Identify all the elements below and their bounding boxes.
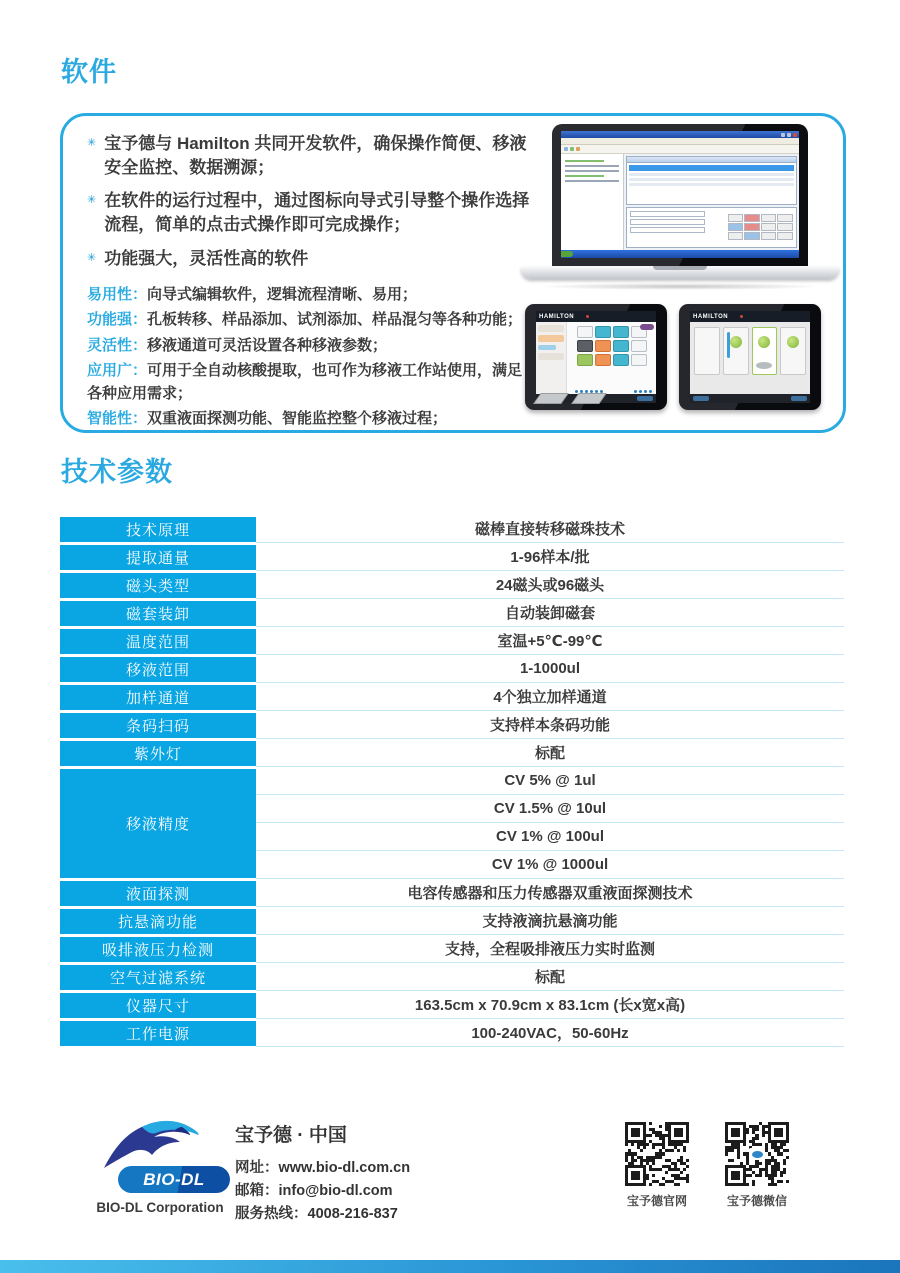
spec-value-cell: 4个独立加样通道 bbox=[256, 683, 844, 711]
spec-table-row bbox=[60, 963, 844, 991]
spec-value-cell: 磁棒直接转移磁珠技术 bbox=[256, 515, 844, 543]
spec-value-cell: CV 1% @ 100ul bbox=[256, 823, 844, 851]
spec-table-row bbox=[60, 767, 844, 879]
spec-label-cell: 技术原理 bbox=[60, 517, 256, 542]
spec-label-cell: 条码扫码 bbox=[60, 713, 256, 738]
spec-value-cell: 标配 bbox=[256, 739, 844, 767]
feature-line bbox=[87, 284, 535, 307]
spec-value-cell: 标配 bbox=[256, 963, 844, 991]
spec-table-row bbox=[60, 1019, 844, 1047]
footer-contact-lines bbox=[235, 1157, 410, 1226]
bullet-text: 宝予德与 Hamilton 共同开发软件，确保操作简便、移液安全监控、数据溯源； bbox=[104, 134, 527, 178]
app-form-panel bbox=[626, 207, 797, 248]
app-tree-panel bbox=[561, 154, 624, 250]
bullet-item bbox=[87, 132, 535, 180]
dolphin-logo-icon bbox=[98, 1118, 222, 1170]
laptop-screen bbox=[552, 124, 808, 266]
qr-caption: 宝予德微信 bbox=[726, 1194, 787, 1208]
contact-line bbox=[235, 1203, 410, 1226]
spec-label-cell: 温度范围 bbox=[60, 629, 256, 654]
feature-text: 移液通道可灵活设置各种移液参数； bbox=[147, 336, 388, 354]
tablet-app-header bbox=[536, 311, 656, 322]
bullet-text: 功能强大，灵活性高的软件 bbox=[104, 248, 309, 268]
status-dot-icon bbox=[740, 315, 743, 318]
spec-value-group bbox=[256, 991, 844, 1019]
spec-label-cell: 工作电源 bbox=[60, 1021, 256, 1046]
spec-value-cell: 1-1000ul bbox=[256, 655, 844, 683]
wizard-steps-view bbox=[690, 322, 810, 394]
tablet-sidebar bbox=[536, 322, 567, 394]
tablet-footer-bar bbox=[690, 394, 810, 403]
feature-text: 孔板转移、样品添加、试剂添加、样品混匀等各种功能； bbox=[147, 311, 523, 329]
feature-label: 功能强： bbox=[87, 311, 148, 329]
contact-value: 4008-216-837 bbox=[307, 1205, 398, 1222]
software-text-column bbox=[87, 132, 535, 434]
spec-value-group bbox=[256, 879, 844, 907]
hamilton-logo-text: HAMILTON bbox=[693, 313, 729, 320]
laptop-software-screenshot bbox=[521, 124, 839, 302]
spec-table-row bbox=[60, 683, 844, 711]
spec-value-group bbox=[256, 515, 844, 543]
feature-label: 易用性： bbox=[87, 285, 148, 303]
tablet-app-header bbox=[690, 311, 810, 322]
asterisk-bullet-icon: ✳ bbox=[87, 251, 97, 264]
deck-layout-view bbox=[567, 322, 656, 394]
spec-label-cell: 吸排液压力检测 bbox=[60, 937, 256, 962]
contact-block bbox=[235, 1120, 410, 1226]
spec-value-group bbox=[256, 571, 844, 599]
qr-code-image bbox=[625, 1122, 689, 1186]
spec-value-group bbox=[256, 907, 844, 935]
bullet-text: 在软件的运行过程中，通过图标向导式引导整个操作选择流程，简单的点击式操作即可完成操作； bbox=[104, 191, 530, 235]
spec-table-row bbox=[60, 739, 844, 767]
app-toolbar bbox=[561, 145, 799, 154]
software-app-window bbox=[561, 131, 799, 258]
feature-line bbox=[87, 335, 535, 358]
app-title-bar bbox=[561, 131, 799, 138]
app-menu-bar bbox=[561, 138, 799, 145]
spec-value-cell: CV 5% @ 1ul bbox=[256, 767, 844, 795]
spec-value-group bbox=[256, 935, 844, 963]
contact-line bbox=[235, 1157, 410, 1180]
spec-table-row bbox=[60, 655, 844, 683]
spec-label-cell: 液面探测 bbox=[60, 881, 256, 906]
contact-label: 网址： bbox=[235, 1160, 279, 1176]
page-footer bbox=[85, 1118, 845, 1234]
company-name: 宝予德 · 中国 bbox=[235, 1125, 347, 1146]
feature-text: 可用于全自动核酸提取，也可作为移液工作站使用，满足各种应用需求； bbox=[87, 362, 523, 402]
spec-value-group bbox=[256, 711, 844, 739]
spec-label-cell: 仪器尺寸 bbox=[60, 993, 256, 1018]
feature-label: 应用广： bbox=[87, 362, 148, 380]
spec-value-cell: 支持，全程吸排液压力实时监测 bbox=[256, 935, 844, 963]
qr-code-block bbox=[625, 1122, 689, 1209]
software-features bbox=[87, 284, 535, 431]
software-section-title: 软件 bbox=[61, 57, 117, 87]
spec-label-cell: 加样通道 bbox=[60, 685, 256, 710]
spec-value-cell: 24磁头或96磁头 bbox=[256, 571, 844, 599]
status-dot-icon bbox=[586, 315, 589, 318]
spec-table-row bbox=[60, 599, 844, 627]
spec-table-row bbox=[60, 907, 844, 935]
spec-label-cell: 移液范围 bbox=[60, 657, 256, 682]
spec-value-cell: CV 1.5% @ 10ul bbox=[256, 795, 844, 823]
spec-label-cell: 提取通量 bbox=[60, 545, 256, 570]
bio-dl-logo-pill bbox=[118, 1166, 230, 1193]
spec-value-group bbox=[256, 739, 844, 767]
spec-value-group bbox=[256, 599, 844, 627]
spec-value-cell: 1-96样本/批 bbox=[256, 543, 844, 571]
hamilton-logo-text: HAMILTON bbox=[539, 313, 575, 320]
spec-value-cell: 室温+5℃-99℃ bbox=[256, 627, 844, 655]
feature-line bbox=[87, 309, 535, 332]
feature-text: 向导式编辑软件，逻辑流程清晰、易用； bbox=[147, 285, 418, 303]
qr-caption: 宝予德官网 bbox=[626, 1194, 687, 1208]
spec-label-cell: 磁套装卸 bbox=[60, 601, 256, 626]
feature-text: 双重液面探测功能、智能监控整个移液过程； bbox=[147, 410, 448, 428]
spec-label-cell: 抗悬滴功能 bbox=[60, 909, 256, 934]
spec-label-cell: 空气过滤系统 bbox=[60, 965, 256, 990]
feature-label: 智能性： bbox=[87, 410, 148, 428]
qr-code-image bbox=[725, 1122, 789, 1186]
spec-label-cell: 紫外灯 bbox=[60, 741, 256, 766]
spec-value-group bbox=[256, 767, 844, 879]
laptop-base bbox=[521, 266, 839, 279]
spec-value-group bbox=[256, 1019, 844, 1047]
specs-section-title: 技术参数 bbox=[61, 457, 173, 487]
contact-label: 服务热线： bbox=[235, 1205, 308, 1222]
spec-value-cell: 自动装卸磁套 bbox=[256, 599, 844, 627]
contact-value: www.bio-dl.com.cn bbox=[278, 1160, 411, 1176]
spec-value-cell: 支持液滴抗悬滴功能 bbox=[256, 907, 844, 935]
app-main-panel bbox=[624, 154, 799, 250]
software-feature-box bbox=[60, 113, 846, 433]
asterisk-bullet-icon: ✳ bbox=[87, 137, 97, 149]
qr-code-block bbox=[725, 1122, 789, 1209]
spec-value-cell: 100-240VAC，50-60Hz bbox=[256, 1019, 844, 1047]
menu-pill-icon bbox=[640, 324, 654, 330]
bio-dl-logo-text: BIO-DL bbox=[143, 1169, 205, 1189]
spec-table-row bbox=[60, 571, 844, 599]
corporation-name: BIO-DL Corporation bbox=[96, 1200, 224, 1215]
app-list-panel bbox=[626, 156, 797, 205]
spec-value-cell: 支持样本条码功能 bbox=[256, 711, 844, 739]
spec-table-row bbox=[60, 711, 844, 739]
contact-value: info@bio-dl.com bbox=[278, 1182, 393, 1199]
bullet-item bbox=[87, 189, 535, 237]
asterisk-bullet-icon: ✳ bbox=[87, 194, 97, 207]
laptop-shadow bbox=[535, 283, 825, 290]
qr-center-logo-icon bbox=[749, 1148, 765, 1160]
spec-table-row bbox=[60, 543, 844, 571]
tablet-right-mockup bbox=[679, 304, 821, 410]
contact-label: 邮箱： bbox=[235, 1182, 279, 1199]
spec-value-cell: 163.5cm x 70.9cm x 83.1cm (长x宽x高) bbox=[256, 991, 844, 1019]
bottom-accent-bar bbox=[0, 1260, 900, 1273]
tablet-screenshots bbox=[525, 304, 821, 410]
spec-value-cell: 电容传感器和压力传感器双重液面探测技术 bbox=[256, 879, 844, 907]
spec-value-group bbox=[256, 963, 844, 991]
feature-line bbox=[87, 360, 535, 405]
spec-table-row bbox=[60, 991, 844, 1019]
contact-line bbox=[235, 1180, 410, 1203]
software-bullets bbox=[87, 132, 535, 271]
spec-table-row bbox=[60, 515, 844, 543]
app-body bbox=[561, 154, 799, 250]
spec-table-row bbox=[60, 879, 844, 907]
spec-label-cell: 移液精度 bbox=[60, 769, 256, 878]
spec-value-group bbox=[256, 683, 844, 711]
spec-table-row bbox=[60, 935, 844, 963]
spec-label-cell: 磁头类型 bbox=[60, 573, 256, 598]
spec-table bbox=[60, 515, 844, 1047]
spec-table-row bbox=[60, 627, 844, 655]
spec-value-cell: CV 1% @ 1000ul bbox=[256, 851, 844, 879]
feature-label: 灵活性： bbox=[87, 336, 148, 354]
app-taskbar bbox=[561, 250, 799, 258]
spec-value-group bbox=[256, 655, 844, 683]
spec-value-group bbox=[256, 627, 844, 655]
company-logo-block bbox=[85, 1118, 235, 1215]
footer-qr-codes bbox=[625, 1122, 789, 1209]
feature-line bbox=[87, 408, 535, 431]
bullet-item bbox=[87, 247, 535, 271]
spec-value-group bbox=[256, 543, 844, 571]
